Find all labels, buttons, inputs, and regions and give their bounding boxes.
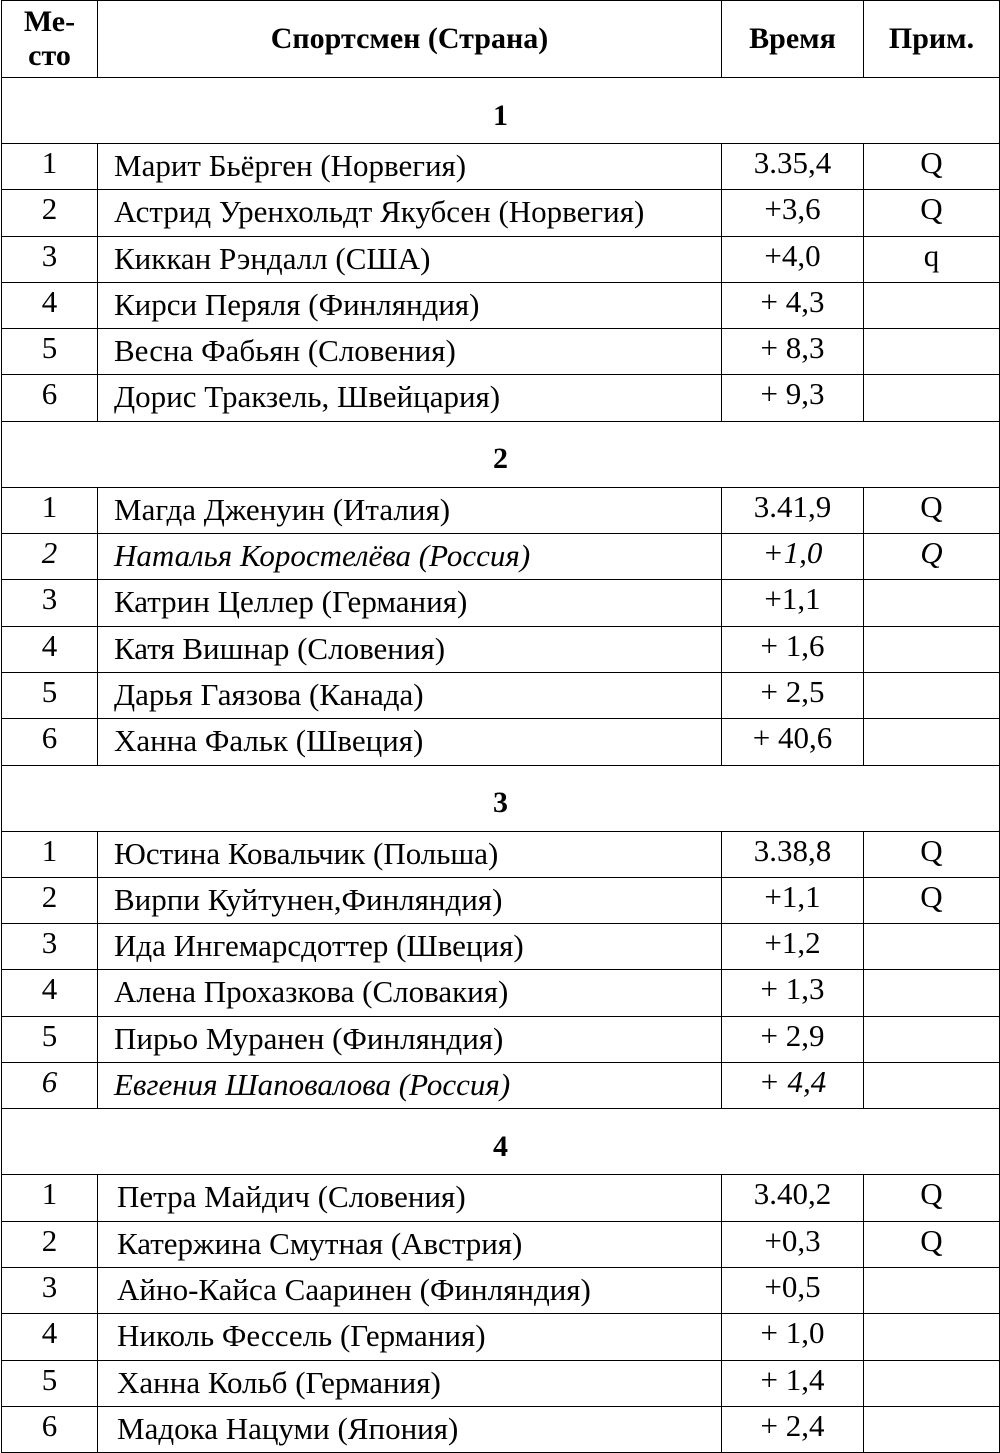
athlete-cell: Вирпи Куйтунен,Финляндия) — [98, 877, 722, 923]
time-cell: + 1,3 — [722, 970, 864, 1016]
time-cell: +3,6 — [722, 190, 864, 236]
athlete-cell: Айно-Кайса Сааринен (Финляндия) — [98, 1267, 722, 1313]
place-cell: 2 — [2, 190, 98, 236]
athlete-cell: Астрид Уренхольдт Якубсен (Норвегия) — [98, 190, 722, 236]
table-row — [2, 1175, 1000, 1221]
note-cell — [864, 970, 1000, 1016]
group-header-row — [2, 765, 1000, 831]
athlete-cell: Марит Бьёрген (Норвегия) — [98, 144, 722, 190]
results-body — [2, 78, 1000, 1453]
time-cell: + 1,4 — [722, 1360, 864, 1406]
time-cell: + 9,3 — [722, 375, 864, 421]
note-cell — [864, 626, 1000, 672]
place-cell: 5 — [2, 1360, 98, 1406]
athlete-cell: Петра Майдич (Словения) — [98, 1175, 722, 1221]
place-cell: 2 — [2, 877, 98, 923]
note-cell — [864, 1063, 1000, 1109]
table-row — [2, 877, 1000, 923]
table-row — [2, 626, 1000, 672]
athlete-cell: Юстина Ковальчик (Польша) — [98, 831, 722, 877]
place-cell: 1 — [2, 1175, 98, 1221]
time-cell: +1,2 — [722, 924, 864, 970]
time-cell: +0,3 — [722, 1221, 864, 1267]
note-cell: q — [864, 236, 1000, 282]
note-cell: Q — [864, 1221, 1000, 1267]
time-cell: + 2,4 — [722, 1406, 864, 1452]
group-header-row — [2, 421, 1000, 487]
athlete-cell: Ханна Фальк (Швеция) — [98, 719, 722, 765]
header-note: Прим. — [864, 1, 1000, 78]
athlete-cell: Евгения Шаповалова (Россия) — [98, 1063, 722, 1109]
note-cell — [864, 375, 1000, 421]
place-cell: 3 — [2, 924, 98, 970]
table-row — [2, 1360, 1000, 1406]
table-row — [2, 1406, 1000, 1452]
place-cell: 2 — [2, 534, 98, 580]
table-row — [2, 282, 1000, 328]
athlete-cell: Алена Прохазкова (Словакия) — [98, 970, 722, 1016]
table-row — [2, 1314, 1000, 1360]
time-cell: +1,1 — [722, 580, 864, 626]
table-row — [2, 236, 1000, 282]
group-header-row — [2, 1109, 1000, 1175]
time-cell: 3.35,4 — [722, 144, 864, 190]
athlete-cell: Магда Дженуин (Италия) — [98, 487, 722, 533]
table-row — [2, 580, 1000, 626]
place-cell: 1 — [2, 487, 98, 533]
table-row — [2, 1016, 1000, 1062]
table-row — [2, 534, 1000, 580]
table-row — [2, 190, 1000, 236]
header-place-label: Ме-сто — [23, 5, 76, 72]
place-cell: 6 — [2, 719, 98, 765]
group-label: 2 — [2, 421, 1000, 487]
note-cell: Q — [864, 144, 1000, 190]
note-cell — [864, 282, 1000, 328]
table-row — [2, 487, 1000, 533]
time-cell: +4,0 — [722, 236, 864, 282]
athlete-cell: Киккан Рэндалл (США) — [98, 236, 722, 282]
place-cell: 5 — [2, 1016, 98, 1062]
athlete-cell: Пирьо Муранен (Финляндия) — [98, 1016, 722, 1062]
athlete-cell: Кирси Перяля (Финляндия) — [98, 282, 722, 328]
athlete-cell: Мадока Нацуми (Япония) — [98, 1406, 722, 1452]
note-cell — [864, 672, 1000, 718]
table-row — [2, 672, 1000, 718]
athlete-cell: Ханна Кольб (Германия) — [98, 1360, 722, 1406]
athlete-cell: Катержина Смутная (Австрия) — [98, 1221, 722, 1267]
table-row — [2, 924, 1000, 970]
table-row — [2, 144, 1000, 190]
time-cell: + 1,0 — [722, 1314, 864, 1360]
time-cell: 3.38,8 — [722, 831, 864, 877]
place-cell: 3 — [2, 580, 98, 626]
note-cell: Q — [864, 877, 1000, 923]
table-row — [2, 970, 1000, 1016]
place-cell: 6 — [2, 1406, 98, 1452]
athlete-cell: Дарья Гаязова (Канада) — [98, 672, 722, 718]
time-cell: + 40,6 — [722, 719, 864, 765]
place-cell: 4 — [2, 282, 98, 328]
place-cell: 3 — [2, 1267, 98, 1313]
time-cell: 3.41,9 — [722, 487, 864, 533]
time-cell: + 4,3 — [722, 282, 864, 328]
time-cell: +0,5 — [722, 1267, 864, 1313]
header-row — [2, 1, 1000, 78]
time-cell: + 2,5 — [722, 672, 864, 718]
place-cell: 3 — [2, 236, 98, 282]
note-cell — [864, 1314, 1000, 1360]
note-cell: Q — [864, 1175, 1000, 1221]
group-label: 4 — [2, 1109, 1000, 1175]
note-cell — [864, 329, 1000, 375]
place-cell: 1 — [2, 831, 98, 877]
note-cell — [864, 1267, 1000, 1313]
athlete-cell: Катрин Целлер (Германия) — [98, 580, 722, 626]
athlete-cell: Николь Фессель (Германия) — [98, 1314, 722, 1360]
note-cell: Q — [864, 831, 1000, 877]
table-row — [2, 719, 1000, 765]
place-cell: 2 — [2, 1221, 98, 1267]
athlete-cell: Ида Ингемарсдоттер (Швеция) — [98, 924, 722, 970]
place-cell: 1 — [2, 144, 98, 190]
group-header-row — [2, 78, 1000, 144]
time-cell: + 1,6 — [722, 626, 864, 672]
place-cell: 6 — [2, 375, 98, 421]
place-cell: 5 — [2, 672, 98, 718]
note-cell — [864, 719, 1000, 765]
group-label: 1 — [2, 78, 1000, 144]
table-row — [2, 1221, 1000, 1267]
time-cell: +1,0 — [722, 534, 864, 580]
table-row — [2, 831, 1000, 877]
note-cell: Q — [864, 487, 1000, 533]
note-cell — [864, 1016, 1000, 1062]
table-row — [2, 375, 1000, 421]
note-cell: Q — [864, 534, 1000, 580]
results-table — [1, 0, 1000, 1453]
place-cell: 4 — [2, 1314, 98, 1360]
place-cell: 6 — [2, 1063, 98, 1109]
header-place — [2, 1, 98, 78]
table-row — [2, 1267, 1000, 1313]
time-cell: +1,1 — [722, 877, 864, 923]
time-cell: + 8,3 — [722, 329, 864, 375]
note-cell — [864, 1360, 1000, 1406]
note-cell — [864, 580, 1000, 626]
athlete-cell: Катя Вишнар (Словения) — [98, 626, 722, 672]
header-athlete: Спортсмен (Страна) — [98, 1, 722, 78]
header-time: Время — [722, 1, 864, 78]
time-cell: 3.40,2 — [722, 1175, 864, 1221]
note-cell: Q — [864, 190, 1000, 236]
place-cell: 4 — [2, 626, 98, 672]
note-cell — [864, 1406, 1000, 1452]
note-cell — [864, 924, 1000, 970]
time-cell: + 2,9 — [722, 1016, 864, 1062]
time-cell: + 4,4 — [722, 1063, 864, 1109]
table-row — [2, 1063, 1000, 1109]
group-label: 3 — [2, 765, 1000, 831]
place-cell: 4 — [2, 970, 98, 1016]
athlete-cell: Весна Фабьян (Словения) — [98, 329, 722, 375]
athlete-cell: Наталья Коростелёва (Россия) — [98, 534, 722, 580]
place-cell: 5 — [2, 329, 98, 375]
athlete-cell: Дорис Тракзель, Швейцария) — [98, 375, 722, 421]
table-row — [2, 329, 1000, 375]
